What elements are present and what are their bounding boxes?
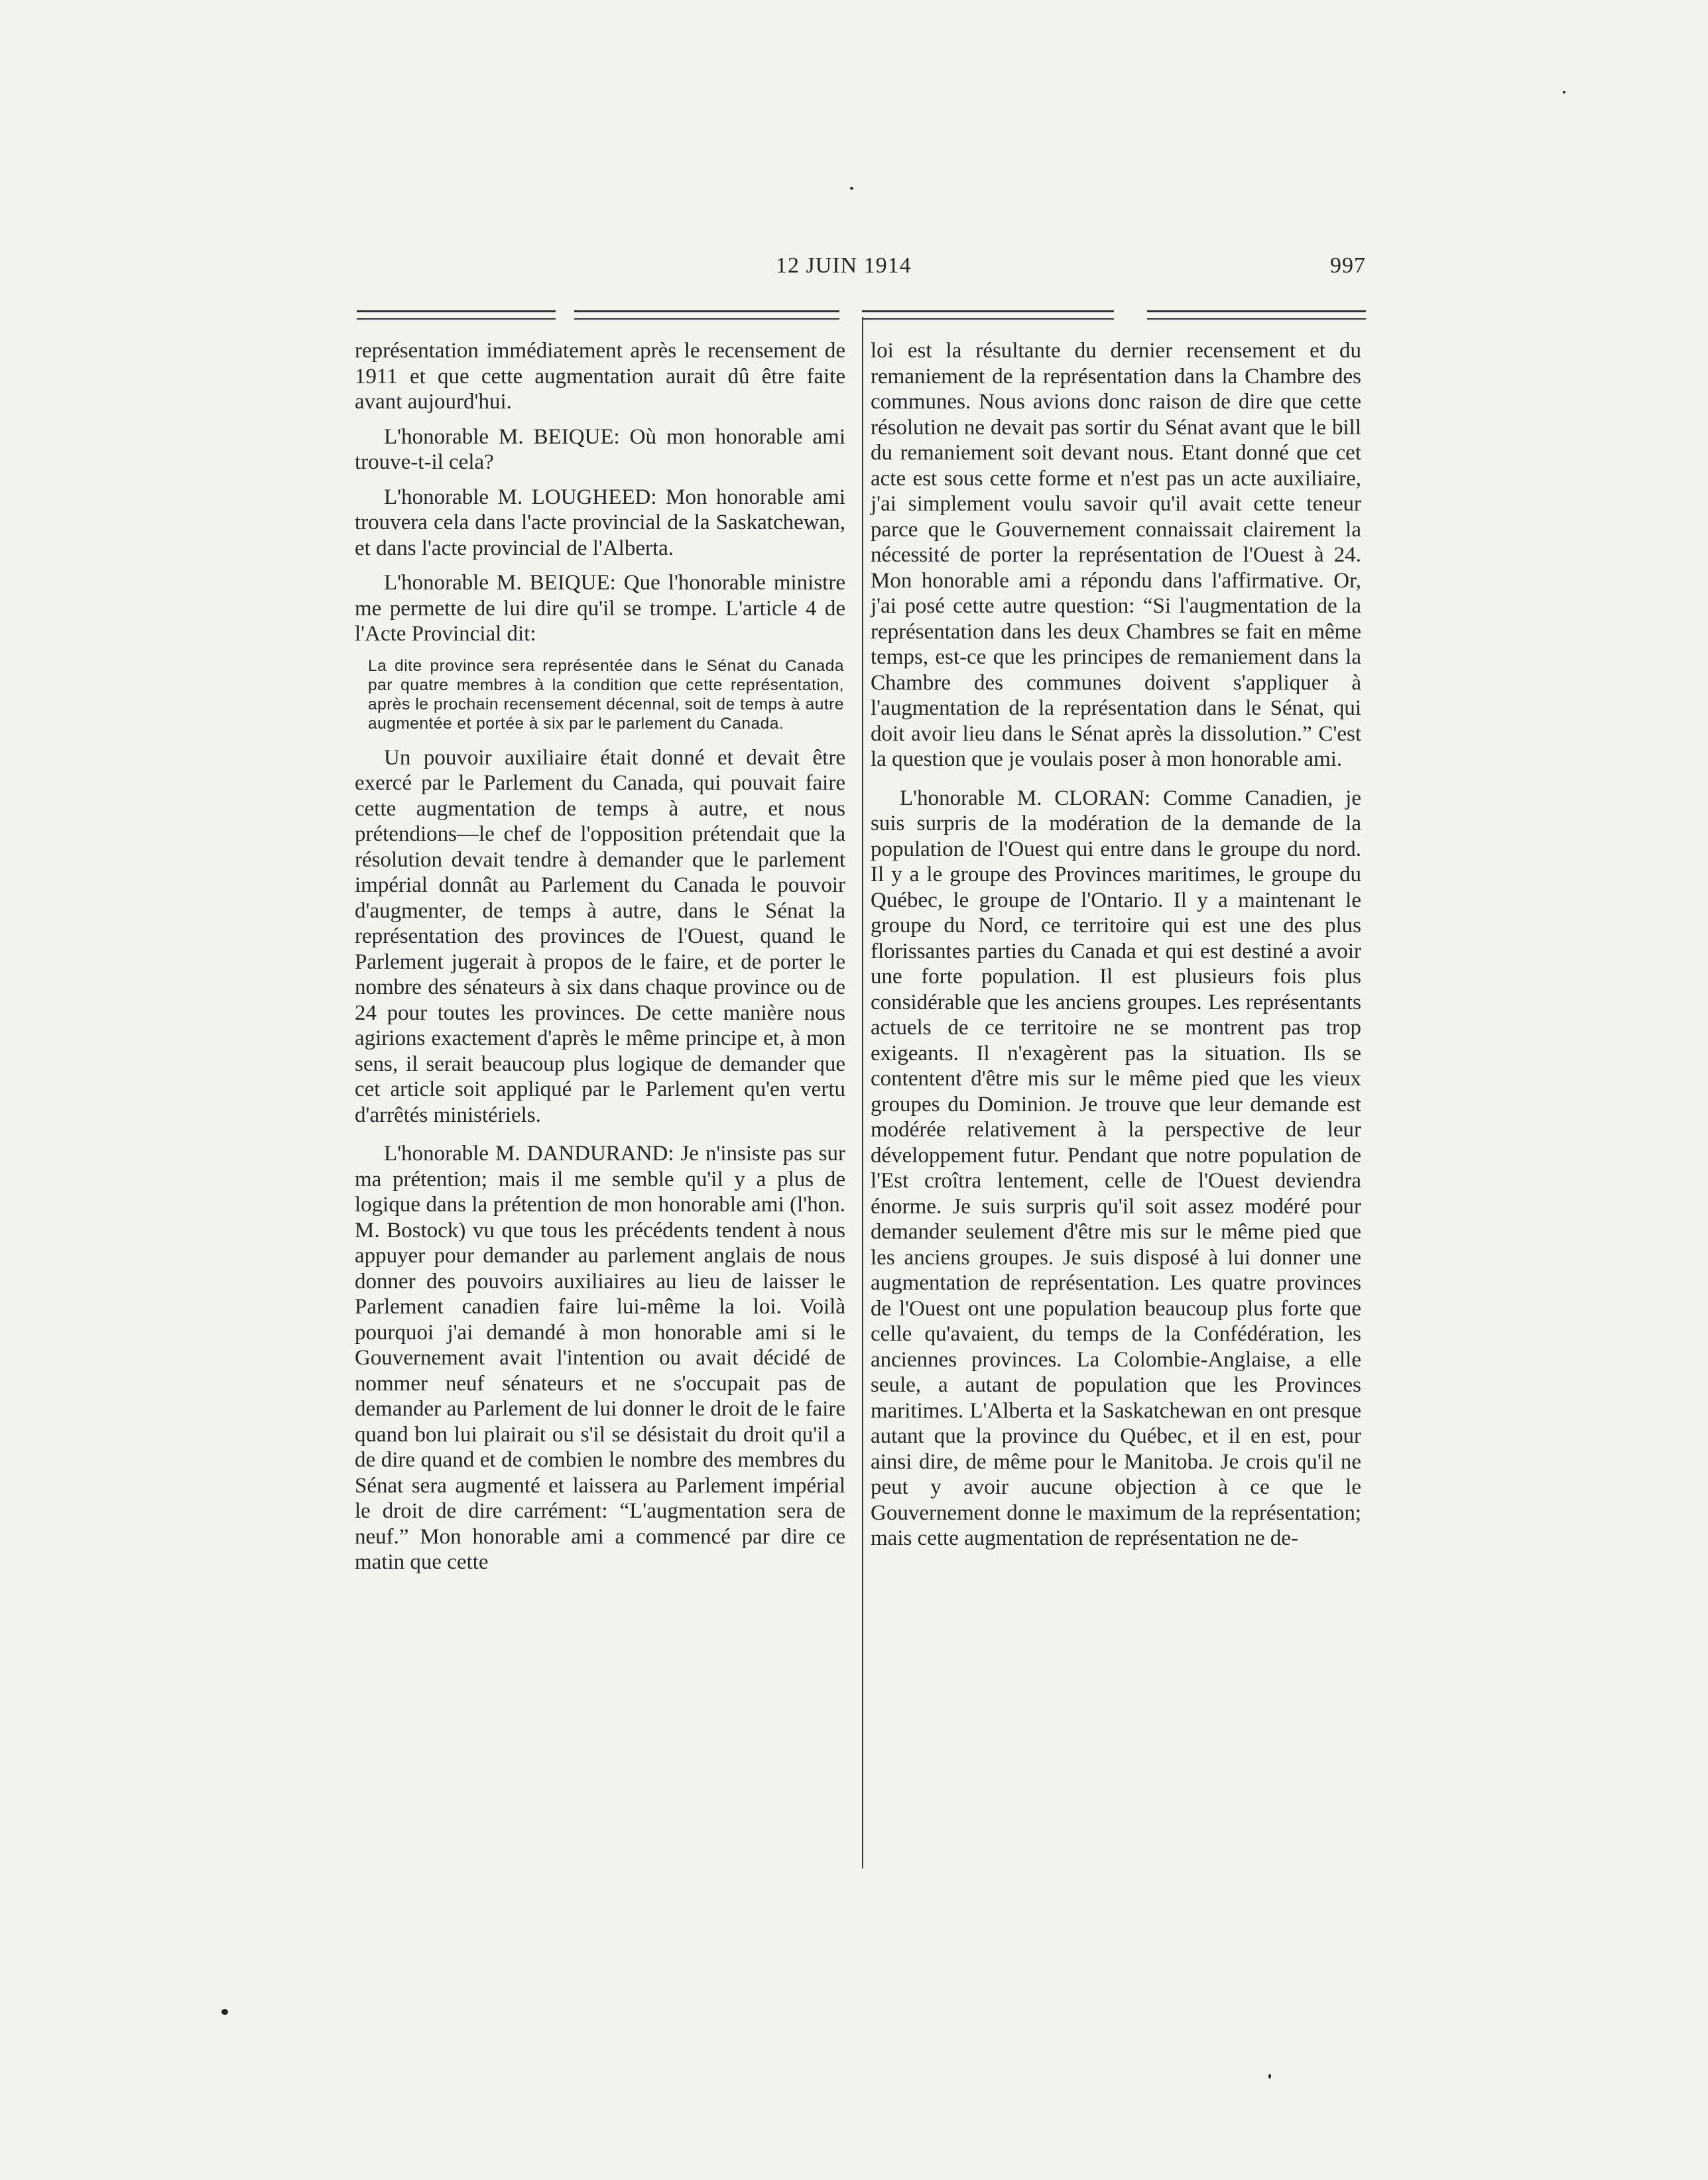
page-number: 997 [1330, 253, 1366, 278]
right-column [871, 338, 1361, 1551]
header-rule-segment [1147, 310, 1366, 320]
speech-beique: L'honorable M. BEIQUE: Que l'honorable ministre me permette de lui dire qu'il se trompe. L'article 4 de l'Acte Provincial dit: [355, 571, 845, 646]
paragraph: représentation immédiatement après le recensement de 1911 et que cette augmentation aurait dû être faite avant aujourd'hui. [355, 339, 845, 414]
speech-dandurand: L'honorable M. DANDURAND: Je n'insiste pas sur ma prétention; mais il me semble qu'il y a plus de logique dans la prétention de mon honorable ami (l'hon. M. Bostock) vu que tous les précédents tendent à nous appuyer pour demander au parlement anglais de nous donner des pouvoirs auxiliaires au lieu de laisser le Parlement canadien faire lui-même la loi. Voilà pourquoi j'ai demandé à mon honorable ami si le Gouvernement avait l'intention ou avait décidé de nommer neuf sénateurs et ne s'occupait pas de demander au Parlement de lui donner le droit de le faire quand bon lui plairait ou s'il se désistait du droit qu'il a de dire quand et de combien le nombre des membres du Sénat sera augmenté et laissera au Parlement impérial le droit de dire carrément: “L'augmentation sera de neuf.” Mon honorable ami a commencé par dire ce matin que cette [355, 1142, 845, 1574]
ink-speck [1563, 91, 1565, 93]
paragraph: loi est la résultante du dernier recensement et du remaniement de la représentation dans la Chambre des communes. Nous avions donc raison de dire que cette résolution ne devait pas sortir du Sénat avant que le bill du remaniement soit devant nous. Etant donné que cet acte est sous cette forme et n'est pas un acte auxiliaire, j'ai simplement voulu savoir qu'il avait cette teneur parce que le Gouvernement connaissait clairement la nécessité de porter la représentation de l'Ouest à 24. Mon honorable ami a répondu dans l'affirmative. Or, j'ai posé cette autre question: “Si l'augmentation de la représentation dans les deux Chambres se fait en même temps, est-ce que les principes de remaniement dans la Chambre des communes doivent s'appliquer à l'augmentation de la représentation dans le Sénat, qui doit avoir lieu dans le Sénat après la dissolution.” C'est la question que je voulais poser à mon honorable ami. [871, 339, 1361, 771]
page-date: 12 JUIN 1914 [776, 253, 912, 278]
ink-speck [850, 187, 853, 190]
quoted-article: La dite province sera représentée dans le Sénat du Canada par quatre membres à la condition que cette représentation, après le prochain recensement décennal, soit de temps à autre augmentée et portée à six par le parlement du Canada. [368, 656, 844, 733]
page-header [351, 253, 1366, 286]
ink-speck [221, 2009, 228, 2015]
left-column [355, 338, 845, 1575]
speech-beique-question: L'honorable M. BEIQUE: Où mon honorable ami trouve-t-il cela? [355, 424, 845, 474]
column-divider [862, 317, 863, 1868]
header-rule-segment [862, 310, 1114, 320]
paragraph: Un pouvoir auxiliaire était donné et devait être exercé par le Parlement du Canada, qui pouvait faire cette augmentation de temps à autre, et nous prétendions—le chef de l'opposition prétendait que la résolution devait tendre à demander que le parlement impérial donnât au Parlement du Canada le pouvoir d'augmenter, de temps à autre, dans le Sénat la représentation des provinces de l'Ouest, quand le Parlement jugerait à propos de le faire, et de porter le nombre des sénateurs à six dans chaque province ou de 24 pour toutes les provinces. De cette manière nous agirions exactement d'après le même principe et, à mon sens, il serait beaucoup plus logique de demander que cet article soit appliqué par le Parlement qu'en vertu d'arrêtés ministériels. [355, 745, 845, 1127]
speech-lougheed: L'honorable M. LOUGHEED: Mon honorable ami trouvera cela dans l'acte provincial de la Saskatchewan, et dans l'acte provincial de l'Alberta. [355, 485, 845, 560]
speech-cloran: L'honorable M. CLORAN: Comme Canadien, je suis surpris de la modération de la demande de la population de l'Ouest qui entre dans le groupe du nord. Il y a le groupe des Provinces maritimes, le groupe du Québec, le groupe de l'Ontario. Il y a maintenant le groupe du Nord, ce territoire qui est une des plus florissantes parties du Canada et qui est destiné a avoir une forte population. Il est plusieurs fois plus considérable que les anciens groupes. Les représentants actuels de ce territoire ne se montrent pas trop exigeants. Il n'exagèrent pas la situation. Ils se contentent d'être mis sur le même pied que les vieux groupes du Dominion. Je trouve que leur demande est modérée relativement à la perspective de leur développement futur. Pendant que notre population de l'Est croîtra lentement, celle de l'Ouest deviendra énorme. Je suis surpris qu'il soit assez modéré pour demander seulement d'être mis sur le même pied que les anciens groupes. Je suis disposé à lui donner une augmentation de représentation. Les quatre provinces de l'Ouest ont une population beaucoup plus forte que celle qu'avaient, du temps de la Confédération, les anciennes provinces. La Colombie-Anglaise, a elle seule, a autant de population que les Provinces maritimes. L'Alberta et la Saskatchewan en ont presque autant que la province du Québec, et il en est, pour ainsi dire, de même pour le Manitoba. Je crois qu'il ne peut y avoir aucune objection à ce que le Gouvernement donne le maximum de la représentation; mais cette augmentation de représentation ne de- [871, 786, 1361, 1550]
ink-speck [1268, 2074, 1271, 2079]
header-rule-segment [357, 310, 556, 320]
header-rule-segment [574, 310, 839, 320]
